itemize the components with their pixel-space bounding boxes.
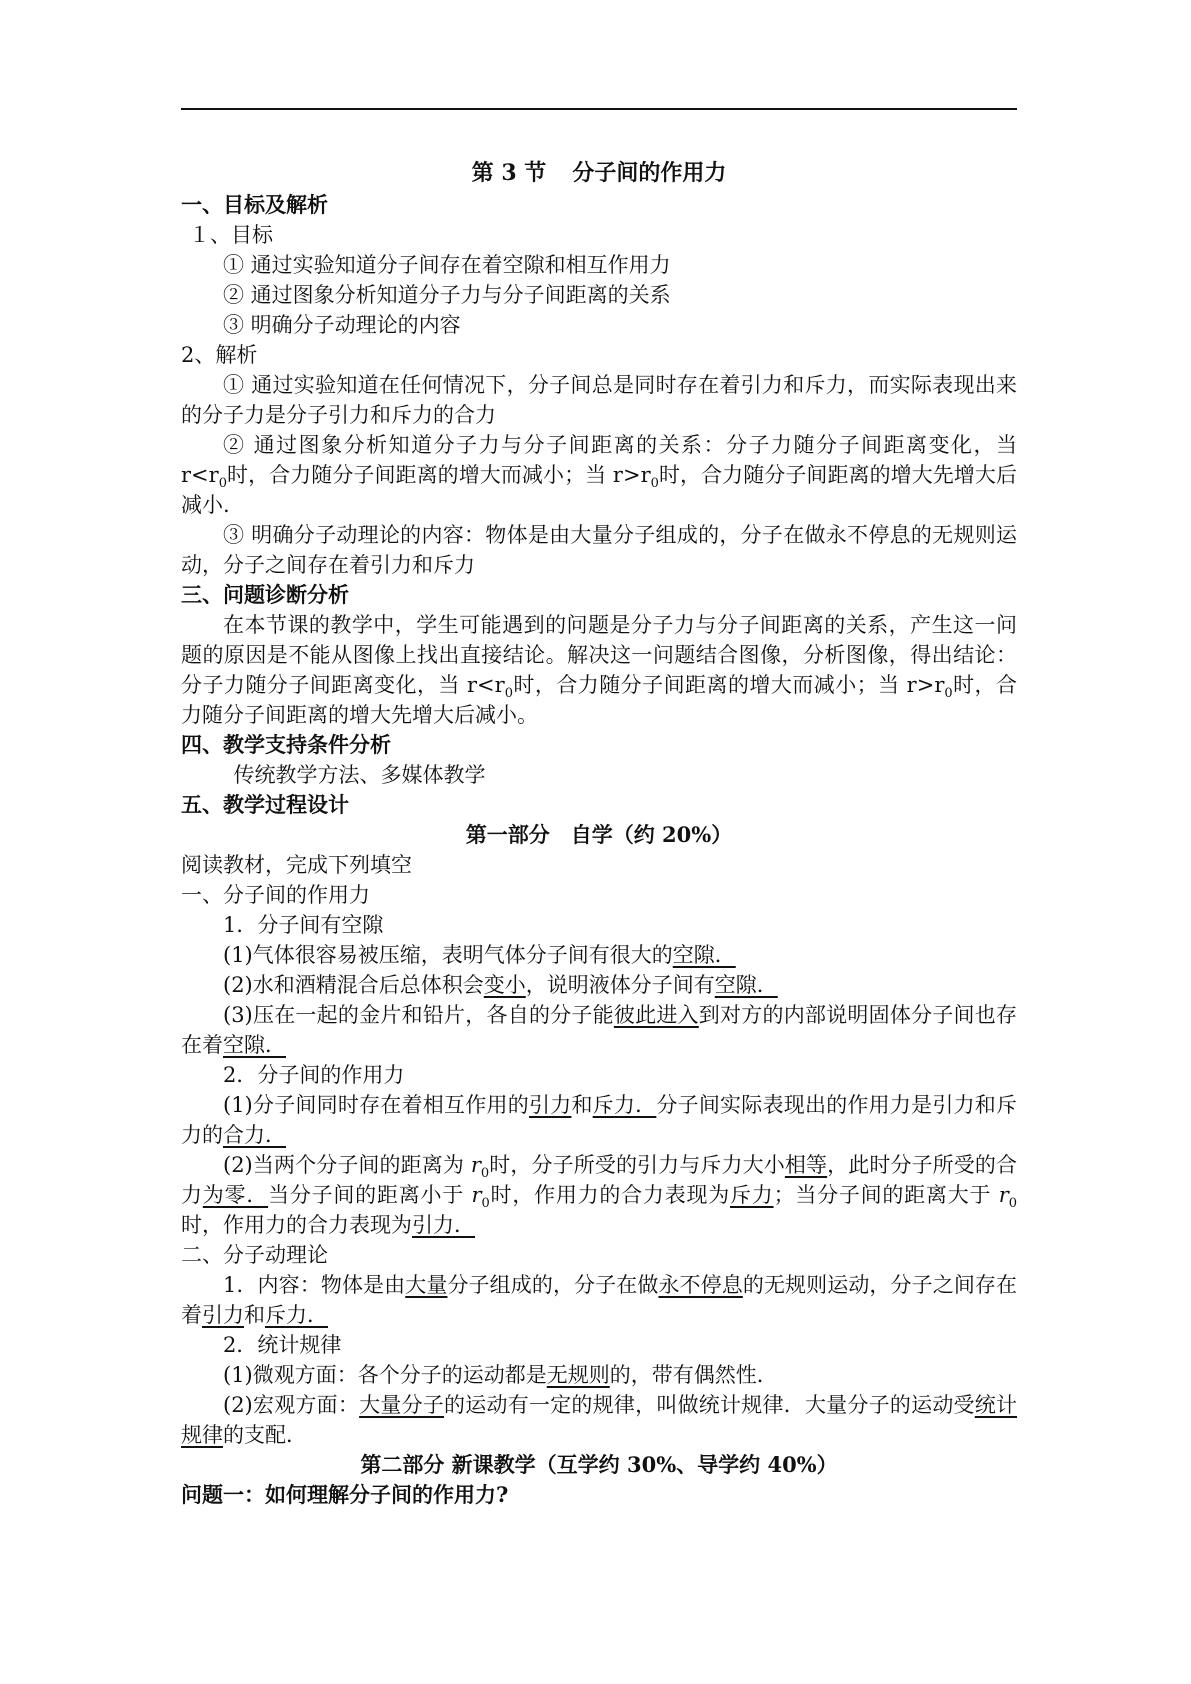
- part1-sub1: 一、分子间的作用力: [181, 883, 370, 907]
- fill-paragraph: (1)气体很容易被压缩，表明气体分子间有很大的空隙．: [223, 943, 736, 967]
- answer-blank: 为零．: [202, 1183, 269, 1207]
- answer-blank: 空隙．: [223, 1033, 286, 1057]
- answer-blank: 统计规律: [181, 1393, 1018, 1447]
- part1-heading: 第一部分 自学（约 20%）: [465, 822, 733, 847]
- section-number: 第 3 节: [471, 160, 547, 186]
- fill-paragraph: (3)压在一起的金片和铅片，各自的分子能彼此进入到对方的内部说明固体分子间也存在着空隙．: [181, 1003, 1018, 1057]
- answer-blank: 空隙．: [672, 943, 736, 967]
- answer-blank: 永不停息: [658, 1273, 743, 1297]
- part1-item4: 2．统计规律: [223, 1333, 342, 1357]
- part1-sub2: 二、分子动理论: [181, 1243, 328, 1267]
- heading-diagnosis: 三、问题诊断分析: [181, 582, 349, 607]
- goal-item: ③ 明确分子动理论的内容: [223, 313, 461, 337]
- answer-blank: 大量分子: [359, 1393, 445, 1417]
- answer-blank: 彼此进入: [613, 1003, 699, 1027]
- heading-goals: 一、目标及解析: [181, 192, 328, 217]
- fill-paragraph: (2)水和酒精混合后总体积会变小，说明液体分子间有空隙．: [223, 973, 778, 997]
- part2-heading: 第二部分 新课教学（互学约 30%、导学约 40%）: [360, 1452, 838, 1477]
- answer-blank: 引力: [528, 1093, 572, 1117]
- document-body: [181, 158, 1017, 1510]
- fill-paragraph: (1)微观方面：各个分子的运动都是无规则的，带有偶然性．: [223, 1363, 778, 1387]
- answer-blank: 引力．: [412, 1213, 475, 1237]
- goal-subheading: １、目标: [189, 223, 273, 247]
- analysis-paragraph: ③ 明确分子动理论的内容：物体是由大量分子组成的，分子在做永不停息的无规则运动，分子之间存在着引力和斥力: [181, 523, 1018, 577]
- support-text: 传统教学方法、多媒体教学: [233, 763, 486, 787]
- fill-paragraph: (2)宏观方面：大量分子的运动有一定的规律，叫做统计规律．大量分子的运动受统计规律的支配．: [181, 1393, 1018, 1447]
- analysis-subheading: 2、解析: [181, 343, 258, 367]
- answer-blank: 斥力．: [592, 1093, 657, 1117]
- goal-item: ② 通过图象分析知道分子力与分子间距离的关系: [223, 283, 671, 307]
- fill-paragraph: (1)分子间同时存在着相互作用的引力和斥力．分子间实际表现出的作用力是引力和斥力的合力．: [181, 1093, 1018, 1147]
- analysis-paragraph: ① 通过实验知道在任何情况下，分子间总是同时存在着引力和斥力，而实际表现出来的分子力是分子引力和斥力的合力: [181, 373, 1018, 427]
- header-rule: [181, 108, 1017, 110]
- part1-item1: 1．分子间有空隙: [223, 913, 384, 937]
- question-one: 问题一：如何理解分子间的作用力?: [181, 1482, 509, 1507]
- answer-blank: 斥力．: [265, 1303, 328, 1327]
- fill-paragraph: (2)当两个分子间的距离为 $r_0$时，分子所受的引力与斥力大小相等，此时分子所受的合力为零．当分子间的距离小于 $r_0$时，作用力的合力表现为斥力；当分子间的距离大于 $r_0$时，作用力的合力表现为引力．: [181, 1153, 1018, 1237]
- analysis-paragraph: ② 通过图象分析知道分子力与分子间距离的关系：分子力随分子间距离变化，当 $r<r_0$时，合力随分子间距离的增大而减小；当 $r>r_0$时，合力随分子间距离的增大先增大后减小.: [181, 433, 1017, 517]
- section-name: 分子间的作用力: [572, 160, 727, 186]
- answer-blank: 斥力: [730, 1183, 774, 1207]
- answer-blank: 空隙．: [714, 973, 778, 997]
- heading-process: 五、教学过程设计: [181, 792, 349, 817]
- answer-blank: 无规则: [546, 1363, 610, 1387]
- part1-item2: 2．分子间的作用力: [223, 1063, 405, 1087]
- answer-blank: 引力: [202, 1303, 244, 1327]
- heading-support: 四、教学支持条件分析: [181, 732, 391, 757]
- answer-blank: 大量: [405, 1273, 448, 1297]
- part1-intro: 阅读教材，完成下列填空: [181, 853, 412, 877]
- fill-paragraph: 1．内容：物体是由大量分子组成的，分子在做永不停息的无规则运动，分子之间存在着引力和斥力．: [181, 1273, 1018, 1327]
- goal-item: ① 通过实验知道分子间存在着空隙和相互作用力: [223, 253, 671, 277]
- diagnosis-paragraph: 在本节课的教学中，学生可能遇到的问题是分子力与分子间距离的关系，产生这一问题的原因是不能从图像上找出直接结论。解决这一问题结合图像，分析图像，得出结论：分子力随分子间距离变化，当 $r<r_0$时，合力随分子间距离的增大而减小；当 $r>r_0$时，合力随分子间距离的增大先增大后减小。: [181, 613, 1017, 727]
- answer-blank: 合力．: [223, 1123, 286, 1147]
- page-title: [181, 158, 1017, 188]
- answer-blank: 相等: [784, 1153, 828, 1177]
- answer-blank: 变小: [483, 973, 526, 997]
